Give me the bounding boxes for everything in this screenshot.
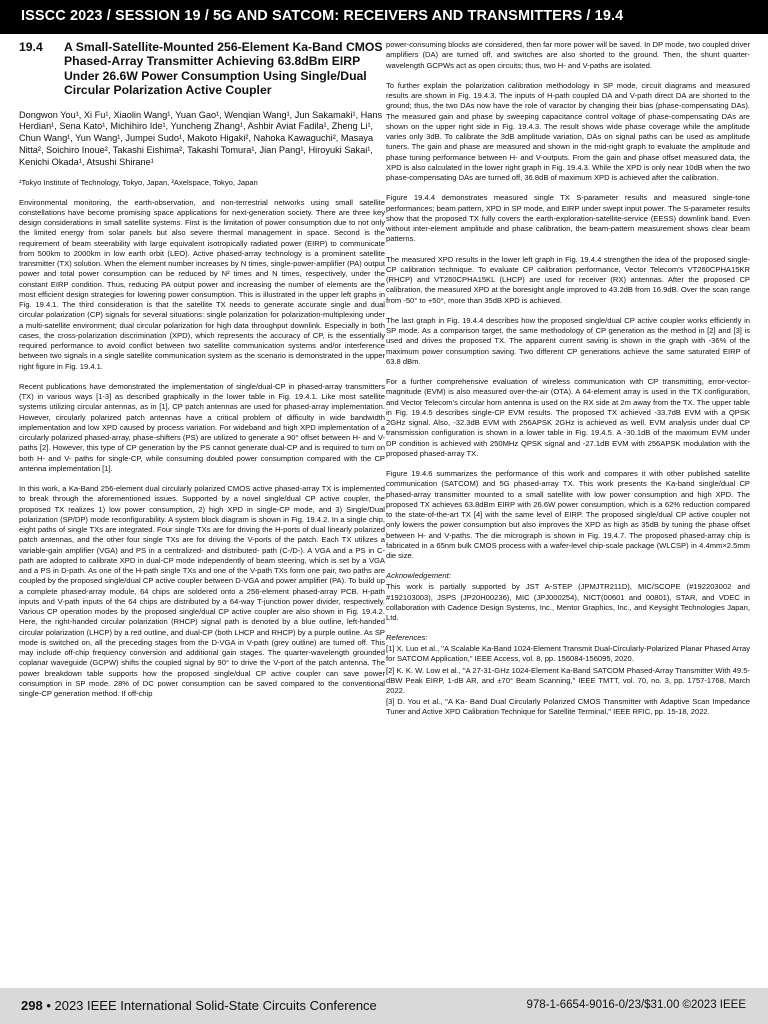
right-column [386, 40, 750, 719]
reference-item: [2] K. K. W. Low et al., "A 27-31-GHz 1024-Element Ka-Band SATCOM Phased-Array Transmitter With 49.5-dBW Peak EIRP, 1-dB AR, and ±70° Beam Scanning," IEEE TMTT, vol. 70, no. 3, pp. 1757-1768, March 2022. [386, 665, 750, 696]
title-block [19, 40, 385, 98]
affiliations: ¹Tokyo Institute of Technology, Tokyo, Japan, ²Axelspace, Tokyo, Japan [19, 177, 258, 187]
body-paragraph: Environmental monitoring, the earth-observation, and non-terrestrial networks using small satellite constellations have become promising space applications for next-generation society. There are three key design considerations in small satellite systems. First is the limitation of power consumption due to not only the limited energy from solar panels but also severe thermal management in space. Second is the requirement of beam steerability with large equivalent isotropically radiated power (EIRP) to communicate from 500km to 2000km in low earth orbit (LEO). Active phased-array technology is a prominent satellite transmitter (TX) solution. When the element number increases by N times, single-power-amplifier (PA) output power and total power consumption can be reduced by N² times and N times, respectively, under the constant EIRP condition. Thus, reducing PA output power and increasing the number of elements are the most efficient design strategies for lowering power consumption. This is illustrated in the upper left graphs in Fig. 19.4.1. The third consideration is that the satellite TX needs to generate accurate single and dual circular polarization (CP) signals for several situations: single polarization for polarization-multiplexing under a multi-satellite environment; dual circular polarization for high data throughput downlink. Especially in both cases, the cross-polarization discrimination (XPD), which represents the accuracy of CP, is the essentially required performance to avoid conflict between two satellite communication systems and/or interference between two signals in a single satellite communication system as the scenario is demonstrated in the upper right figure in Fig. 19.4.1. [19, 197, 385, 371]
body-paragraph: To further explain the polarization calibration methodology in SP mode, circuit diagrams and measured results are shown in Fig. 19.4.3. The inputs of H-path coupled DA and V-path direct DA are shorted to the ground; thus, the two DAs now have the role of varactor by changing their bias (phase-compensating DAs). The measured gain and phase by sweeping capacitance control voltage of phase-compensating DAs are shown on the upper right side in Fig. 19.4.3. The result shows wide phase coverage while the amplitude varies only 3dB. To calibrate the 3dB amplitude variation, DAs on signal paths can be used as amplitude tuners. The gain and phase are measured and shown in the mid-right graph to evaluate the amplitude and phase tuning performance between H- and V-outputs. From the gain and phase offset measured data, the XPD is also calculated in the lower right graph in Fig. 19.4.3. While the XPD is only near 10dB when the two phase-compensating DAs are turned off, 36.8dB of maximum XPD is achieved after the calibration. [386, 80, 750, 182]
body-paragraph: Figure 19.4.4 demonstrates measured single TX S-parameter results and measured single-tone performances; beam pattern, XPD in SP mode, and EIRP under swept input power. The S-parameter results show that the proposed TX fully covers the earth-exploration-satellite-service (EESS) downlink band. Even without inter-element amplitude and phase calibration, the beam-pattern measurement shows clear beam patterns. [386, 193, 750, 244]
session-header: ISSCC 2023 / SESSION 19 / 5G AND SATCOM: RECEIVERS AND TRANSMITTERS / 19.4 [21, 8, 624, 24]
body-paragraph: power-consuming blocks are considered, then far more power will be saved. In DP mode, two coupled driver amplifiers (DA) are turned off, and switches are also shorted to the ground. Then, the shunt quarter-wavelength GCPWs act as open circuits; thus, two H- and V-paths are isolated. [386, 40, 750, 70]
body-paragraph: In this work, a Ka-Band 256-element dual circularly polarized CMOS active phased-array TX is implemented to break through the aforementioned issues. Supported by a novel single/dual CP active coupler, the proposed TX realizes 1) low power consumption, 2) high XPD in single-CP mode, and 3) Single/Dual polarization (SP/DP) mode reconfigurability. A system block diagram is shown in Fig. 19.4.2. In a single chip, eight paths of single TXs are integrated. Four single TXs are for driving the H-ports of dual linearly polarized patch antennas, and the other four single TXs are for driving the V-ports of the patch. Each TX utilizes a variable-gain amplifier (VGA) and PS in a centralized- and distributed- path (C-/D-). A VGA and a PS in C-path are adopted to calibrate XPD in dual-CP mode independently of beam steering, which is set by a VGA and a PS in D-path. As one of the H-path single TXs and one of the V-path TXs form one pair, two paths are coupled by the proposed single/dual CP active coupler between D-VGA and power amplifier (PA). To build up a complete phased-array module, 64 chips are soldered onto a 256-element phased-array PCB. H-path inputs and V-path inputs of the 64 chips are distributed by a 64-way T-junction power divider, respectively. Various CP operation modes by the proposed single/dual CP active coupler are also shown in Fig. 19.4.2. Here, the right-handed circular polarization (RHCP) signal path is denoted by a blue outline, left-handed circular polarization (LHCP) by a red outline, and dual-CP (both LHCP and RHCP) by a purple outline. As SP mode is switched on, all the preceding stages from the D-VGA in V-path (grey outline) are turned off. This may include off-chip frequency conversion and additional gain stages. The quarter-wavelength grounded coplanar waveguide (GCPW) shifts the coupled signal by 90° to drive the V-port of the patch antenna. The power breakdown table supports how the proposed single/dual CP active coupler can save power consumption in SP mode. 28% of DC power consumption can be saved compared to the conventional single-CP generation method. If off-chip [19, 484, 385, 699]
body-paragraph: The last graph in Fig. 19.4.4 describes how the proposed single/dual CP active coupler works efficiently in SP mode. As a comparison target, the same methodology of CP generation as the method in [2] and [3] is used and drives the proposed TX. The apparent current saving is shown in the graph with -36% of the maximum power consumption saving. Two different CP generations achieve the same saturated EIRP of 63.8 dBm. [386, 315, 750, 366]
isbn-copyright: 978-1-6654-9016-0/23/$31.00 ©2023 IEEE [526, 999, 746, 1011]
footer-left [21, 998, 377, 1013]
footer-bar [0, 988, 768, 1024]
body-paragraph: Recent publications have demonstrated the implementation of single/dual-CP in phased-array transmitters (TX) in various ways [1-3] as described graphically in the lower table in Fig. 19.4.1. Like most satellite systems utilizing circular antennas, as in [1], CP patch antennas are used for phased-array implementation. However, circularly polarized patch antennas have a critical problem of difficulty in wide bandwidth implementation and low XPD caused by process variation. For wideband and high XPD implementation of a circularly polarized phased-array, phase-shifters (PS) are utilized to generate a 90° offset between H- and V-paths [2]. However, this type of CP generation by the PS cannot generate dual-CP and is required to turn on both H- and V- paths for single-CP, while consuming doubled power consumption compared with the CP antenna implementation [1]. [19, 381, 385, 473]
conference-name: • 2023 IEEE International Solid-State Circuits Conference [46, 998, 377, 1013]
left-column [19, 40, 385, 709]
header-bar [0, 0, 768, 34]
acknowledgement-text: This work is partially supported by JST A-STEP (JPMJTR211D), MIC/SCOPE (#192203002 and #192103003), JSPS (JP20H00236), MIC (JPJ000254), NICT(00601 and 00801), STAR, and VDEC in collaboration with Cadence Design Systems, Inc., Mentor Graphics, Inc., and Keysight Technologies Japan, Ltd. [386, 582, 750, 622]
body-paragraph: Figure 19.4.6 summarizes the performance of this work and compares it with other published satellite communication (SATCOM) and 5G phased-array TX. This work presents the Ka-band single/dual CP phased-array transmitter mounted to a small satellite with low power consumption and high XPD. The proposed TX achieves 63.8dBm EIRP with 26.6W power consumption, which is a 62% reduction compared to the state-of-the-art TX [4] with the same level of EIRP. The proposed single/dual CP active coupler not only lowers the power consumption but also improves the XPD as high as 35dB by tuning the phase offset between H- and V-paths. The die micrograph is shown in Fig. 19.4.7. The proposed phased-array chip is fabricated in a 65nm bulk CMOS process with a wafer-level chip-scale package (WLCSP) in 4.4mm×2.5mm die size. [386, 469, 750, 560]
acknowledgement-heading: Acknowledgement: [386, 571, 451, 581]
paper-title: A Small-Satellite-Mounted 256-Element Ka-Band CMOS Phased-Array Transmitter Achieving 63.8dBm EIRP Under 26.6W Power Consumption Using Single/Dual Circular Polarization Active Coupler [64, 40, 383, 98]
body-paragraph: For a further comprehensive evaluation of wireless communication with CP transmitting, error-vector-magnitude (EVM) is also measured over-the-air (OTA). A 64-element array is used in the TX configuration, and Vector Telecom's circular horn antenna is used on the RX side at 2m away from the TX. The upper table in Fig. 19.4.5 describes single-CP EVM results. The proposed TX achieved -33.7dB EVM with a QPSK 2GHz signal. Also, -32.3dB EVM with 256APSK 2GHz is achieved as well. EVM analysis under dual CP transmission configuration is shown in a lower table in Fig. 19.4.5. A -30.1dB of the maximum EVM under DP condition is achieved with 250MHz QPSK signal and -27.1dB EVM with 256APSK modulation with the proposed phased-array TX. [386, 377, 750, 458]
paper-number: 19.4 [19, 40, 43, 54]
author-list: Dongwon You¹, Xi Fu¹, Xiaolin Wang¹, Yuan Gao¹, Wenqian Wang¹, Jun Sakamaki¹, Hans Herdian¹, Sena Kato¹, Michihiro Ide¹, Yuncheng Zhang¹, Ashbir Aviat Fadila¹, Zheng Li¹, Chun Wang¹, Yun Wang¹, Jumpei Sudo¹, Makoto Higaki², Nahoka Kawaguchi², Masaya Nitta², Soichiro Inoue², Takashi Eishima², Takashi Tomura¹, Jian Pang¹, Hiroyuki Sakai¹, Kenichi Okada¹, Atsushi Shirane¹ [19, 109, 383, 167]
reference-item: [3] D. You et al., "A Ka- Band Dual Circularly Polarized CMOS Transmitter with Adaptive Scan Impedance Tuner and Active XPD Calibration Technique for Satellite Terminal," IEEE RFIC, pp. 15-18, 2022. [386, 697, 750, 717]
reference-item: [1] X. Luo et al., "A Scalable Ka-Band 1024-Element Transmit Dual-Circularly-Polarized Planar Phased Array for SATCOM Application," IEEE Access, vol. 8, pp. 156084-156095, 2020. [386, 644, 750, 664]
page-number: 298 [21, 998, 43, 1013]
body-paragraph: The measured XPD results in the lower left graph in Fig. 19.4.4 strengthen the idea of the proposed single-CP calibration technique. To evaluate CP calibration performance, Vector Telecom's VT260CPHA15KR (RHCP) and VT260CPHA15KL (LHCP) are used for receiver (RX) antennas. After the proposed CP calibration, the measured XPD at the boresight angle improved to 43.2dB from 16.9dB. Over the scan range from -50° to +50°, more than 35dB XPD is achieved. [386, 254, 750, 305]
references-heading: References: [386, 633, 428, 643]
